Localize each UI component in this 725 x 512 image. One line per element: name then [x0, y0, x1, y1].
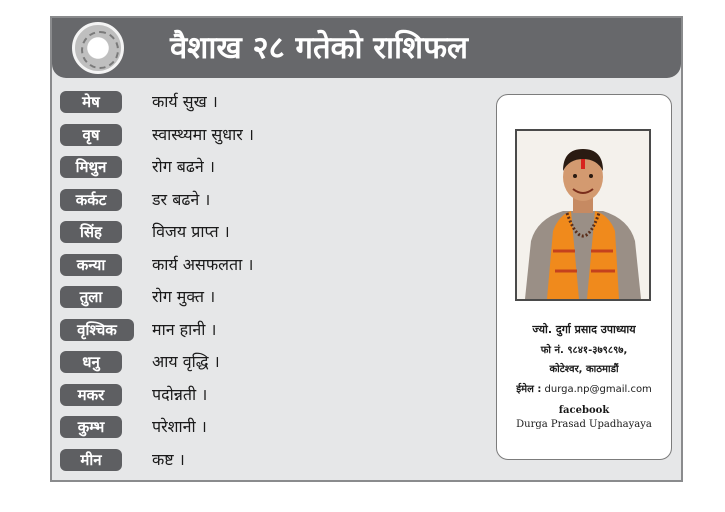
horoscope-list [60, 88, 390, 478]
list-item [60, 381, 390, 414]
astrologer-photo [515, 129, 651, 301]
reading-text: रोग बढने । [152, 157, 215, 176]
facebook-label: facebook [558, 405, 610, 416]
sign-badge-vrishchik: वृश्चिक [60, 319, 134, 341]
astrologer-name: ज्यो. दुर्गा प्रसाद उपाध्याय [532, 323, 636, 336]
list-item [60, 413, 390, 446]
list-item [60, 348, 390, 381]
reading-text: स्वास्थ्यमा सुधार । [152, 124, 254, 144]
reading-text: विजय प्राप्त । [152, 222, 230, 241]
email-line [497, 381, 671, 395]
header-banner [52, 18, 681, 78]
portrait-illustration [517, 131, 649, 299]
email-address: durga.np@gmail.com [544, 384, 652, 395]
reading-text: कार्य असफलता । [152, 254, 254, 274]
sign-badge-meen: मीन [60, 449, 122, 471]
list-item [60, 218, 390, 251]
address: कोटेश्वर, काठमाडौं [549, 364, 619, 375]
sign-badge-mesh: मेष [60, 91, 122, 113]
sign-badge-makar: मकर [60, 384, 122, 406]
list-item [60, 316, 390, 349]
list-item [60, 153, 390, 186]
sign-badge-vrish: वृष [60, 124, 122, 146]
list-item [60, 446, 390, 479]
email-label: ईमेल : [516, 384, 542, 395]
reading-text: आय वृद्धि । [152, 352, 220, 371]
list-item [60, 251, 390, 284]
list-item [60, 121, 390, 154]
sign-badge-singha: सिंह [60, 221, 122, 243]
reading-text: मान हानी । [152, 319, 217, 339]
sign-badge-tula: तुला [60, 286, 122, 308]
sign-badge-kanya: कन्या [60, 254, 122, 276]
list-item [60, 88, 390, 121]
sign-badge-karkat: कर्कट [60, 189, 122, 211]
facebook-name: Durga Prasad Upadhayaya [516, 419, 652, 430]
sign-badge-dhanu: धनु [60, 351, 122, 373]
list-item [60, 283, 390, 316]
reading-text: कष्ट । [152, 449, 185, 469]
list-item [60, 186, 390, 219]
sign-badge-mithun: मिथुन [60, 156, 122, 178]
reading-text: परेशानी । [152, 417, 207, 436]
page-title: वैशाख २८ गतेको राशिफल [170, 30, 469, 66]
astrologer-panel [496, 94, 672, 460]
phone-number: फो नं. ९८४१-३७९८९७, [540, 345, 628, 356]
sign-badge-kumbha: कुम्भ [60, 416, 122, 438]
reading-text: डर बढने । [152, 189, 211, 209]
zodiac-wheel-icon [72, 22, 124, 74]
horoscope-card [50, 16, 683, 482]
reading-text: पदोन्नती । [152, 384, 208, 404]
reading-text: कार्य सुख । [152, 92, 218, 111]
reading-text: रोग मुक्त । [152, 287, 216, 306]
